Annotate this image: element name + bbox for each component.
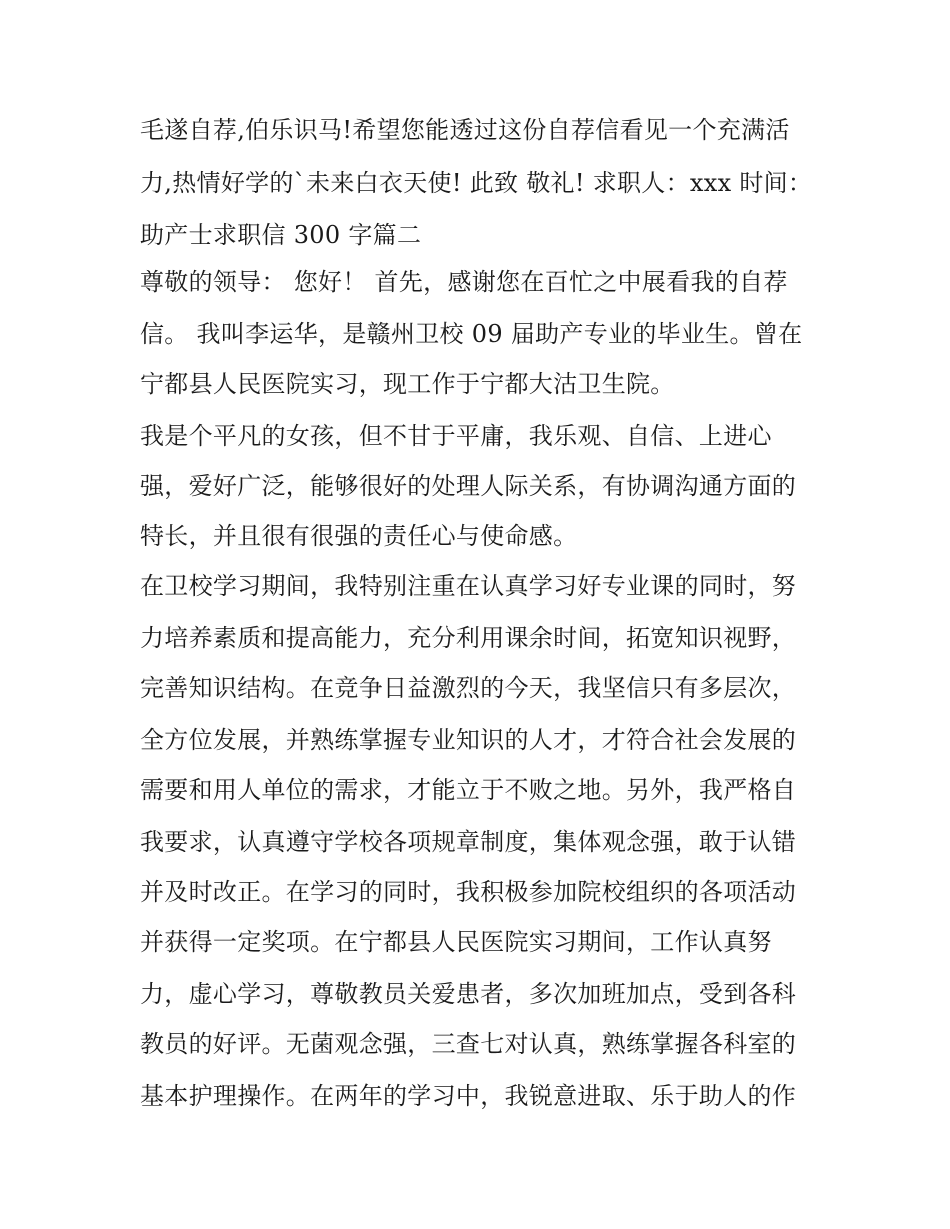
- text-line: 特长，并且很有很强的责任心与使命感。: [140, 522, 578, 550]
- text-line: 我要求，认真遵守学校各项规章制度，集体观念强，敢于认错: [140, 828, 797, 856]
- section-heading: 助产士求职信 300 字篇二: [140, 221, 422, 249]
- text-line: 并及时改正。在学习的同时，我积极参加院校组织的各项活动: [140, 878, 797, 906]
- text-line: 力培养素质和提高能力，充分利用课余时间，拓宽知识视野，: [140, 624, 797, 652]
- text-line: 需要和用人单位的需求，才能立于不败之地。另外，我严格自: [140, 776, 797, 804]
- text-line: 全方位发展，并熟练掌握专业知识的人才，才符合社会发展的: [140, 726, 797, 754]
- text-line: 毛遂自荐,伯乐识马!希望您能透过这份自荐信看见一个充满活: [140, 116, 790, 144]
- text-line: 信。 我叫李运华，是赣州卫校 09 届助产专业的毕业生。曾在: [140, 320, 803, 348]
- text-line: 教员的好评。无菌观念强，三查七对认真，熟练掌握各科室的: [140, 1030, 797, 1058]
- text-line: 在卫校学习期间，我特别注重在认真学习好专业课的同时，努: [140, 572, 797, 600]
- text-line: 并获得一定奖项。在宁都县人民医院实习期间，工作认真努: [140, 928, 772, 956]
- text-line: 力,热情好学的`未来白衣天使! 此致 敬礼! 求职人：xxx 时间：: [140, 169, 813, 197]
- text-line: 宁都县人民医院实习，现工作于宁都大沽卫生院。: [140, 370, 675, 398]
- text-line: 完善知识结构。在竞争日益激烈的今天，我坚信只有多层次，: [140, 674, 797, 702]
- text-line: 基本护理操作。在两年的学习中，我锐意进取、乐于助人的作: [140, 1082, 797, 1110]
- text-line: 我是个平凡的女孩，但不甘于平庸，我乐观、自信、上进心: [140, 422, 772, 450]
- text-line: 尊敬的领导： 您好！ 首先，感谢您在百忙之中展看我的自荐: [140, 268, 788, 296]
- text-line: 力，虚心学习，尊敬教员关爱患者，多次加班加点，受到各科: [140, 980, 797, 1008]
- text-line: 强，爱好广泛，能够很好的处理人际关系，有协调沟通方面的: [140, 472, 797, 500]
